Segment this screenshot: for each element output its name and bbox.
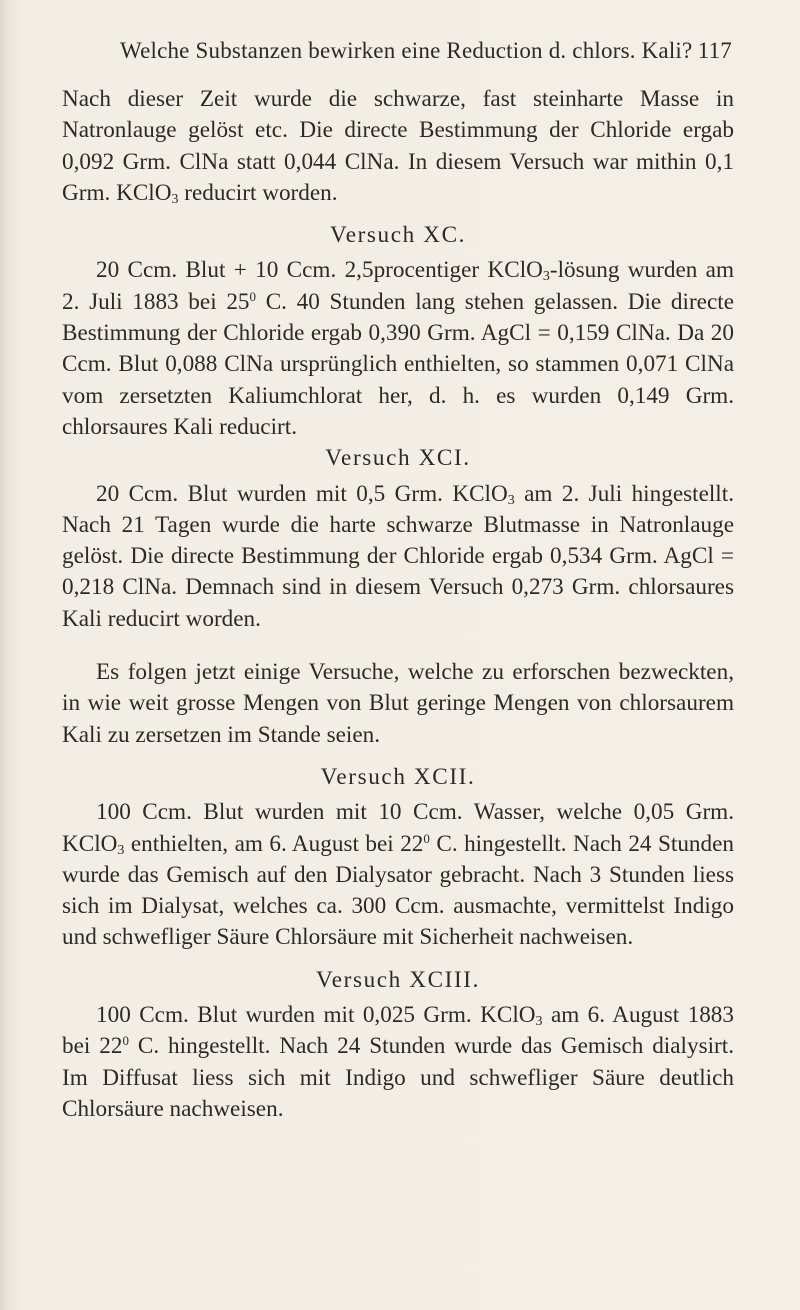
paragraph-versuch-xc: 20 Ccm. Blut + 10 Ccm. 2,5procentiger KClO$_3$-lösung wurden am 2. Juli 1883 bei $25^0$ C. 40 Stunden lang stehen gelassen. Die directe Bestimmung der Chloride ergab 0,390 Grm. AgCl = 0,159 ClNa. Da 20 Ccm. Blut 0,088 ClNa ursprünglich enthielten, so stammen 0,071 ClNa vom zersetzten Kaliumchlorat her, d. h. es wurden 0,149 Grm. chlorsaures Kali reducirt. — [62, 257, 734, 440]
running-title: Welche Substanzen bewirken eine Reduction d. chlors. Kali? — [120, 38, 693, 63]
paragraph-continuation: Nach dieser Zeit wurde die schwarze, fast steinharte Masse in Natronlauge gelöst etc. Die directe Bestimmung der Chloride ergab 0,092 Grm. ClNa statt 0,044 ClNa. In diesem Versuch war mithin 0,1 Grm. KClO$_3$ reducirt worden. — [62, 86, 734, 207]
heading-versuch-xci: Versuch XCI. — [325, 445, 471, 472]
heading-versuch-xc: Versuch XC. — [329, 222, 467, 249]
paragraph-intro: Es folgen jetzt einige Versuche, welche zu erforschen bezweckten, in wie weit grosse Mengen von Blut geringe Mengen von chlorsaurem Kali zu zersetzen im Stande seien. — [62, 659, 734, 748]
page-number: 117 — [697, 38, 732, 63]
paragraph-versuch-xcii: 100 Ccm. Blut wurden mit 10 Ccm. Wasser, welche 0,05 Grm. KClO$_3$ enthielten, am 6. August bei $22^0$ C. hingestellt. Nach 24 Stunden wurde das Gemisch auf den Dialysator gebracht. Nach 3 Stunden liess sich im Dialysat, welches ca. 300 Ccm. ausmachte, vermittelst Indigo und schwefliger Säure Chlorsäure mit Sicherheit nachweisen. — [62, 799, 735, 951]
body-text — [62, 84, 734, 1125]
paragraph-versuch-xciii: 100 Ccm. Blut wurden mit 0,025 Grm. KClO$_3$ am 6. August 1883 bei $22^0$ C. hingestellt. Nach 24 Stunden wurde das Gemisch dialysirt. Im Diffusat liess sich mit Indigo und schwefliger Säure deutlich Chlorsäure nachweisen. — [62, 1002, 735, 1122]
section-gap — [62, 635, 734, 657]
heading-versuch-xcii: Versuch XCII. — [320, 763, 476, 790]
paragraph-versuch-xci: 20 Ccm. Blut wurden mit 0,5 Grm. KClO$_3$ am 2. Juli hingestellt. Nach 21 Tagen wurde die harte schwarze Blutmasse in Natronlauge gelöst. Die directe Bestimmung der Chloride ergab 0,534 Grm. AgCl = 0,218 ClNa. Demnach sind in diesem Versuch 0,273 Grm. chlorsaures Kali reducirt worden. — [62, 480, 734, 632]
heading-versuch-xciii: Versuch XCIII. — [315, 966, 481, 993]
